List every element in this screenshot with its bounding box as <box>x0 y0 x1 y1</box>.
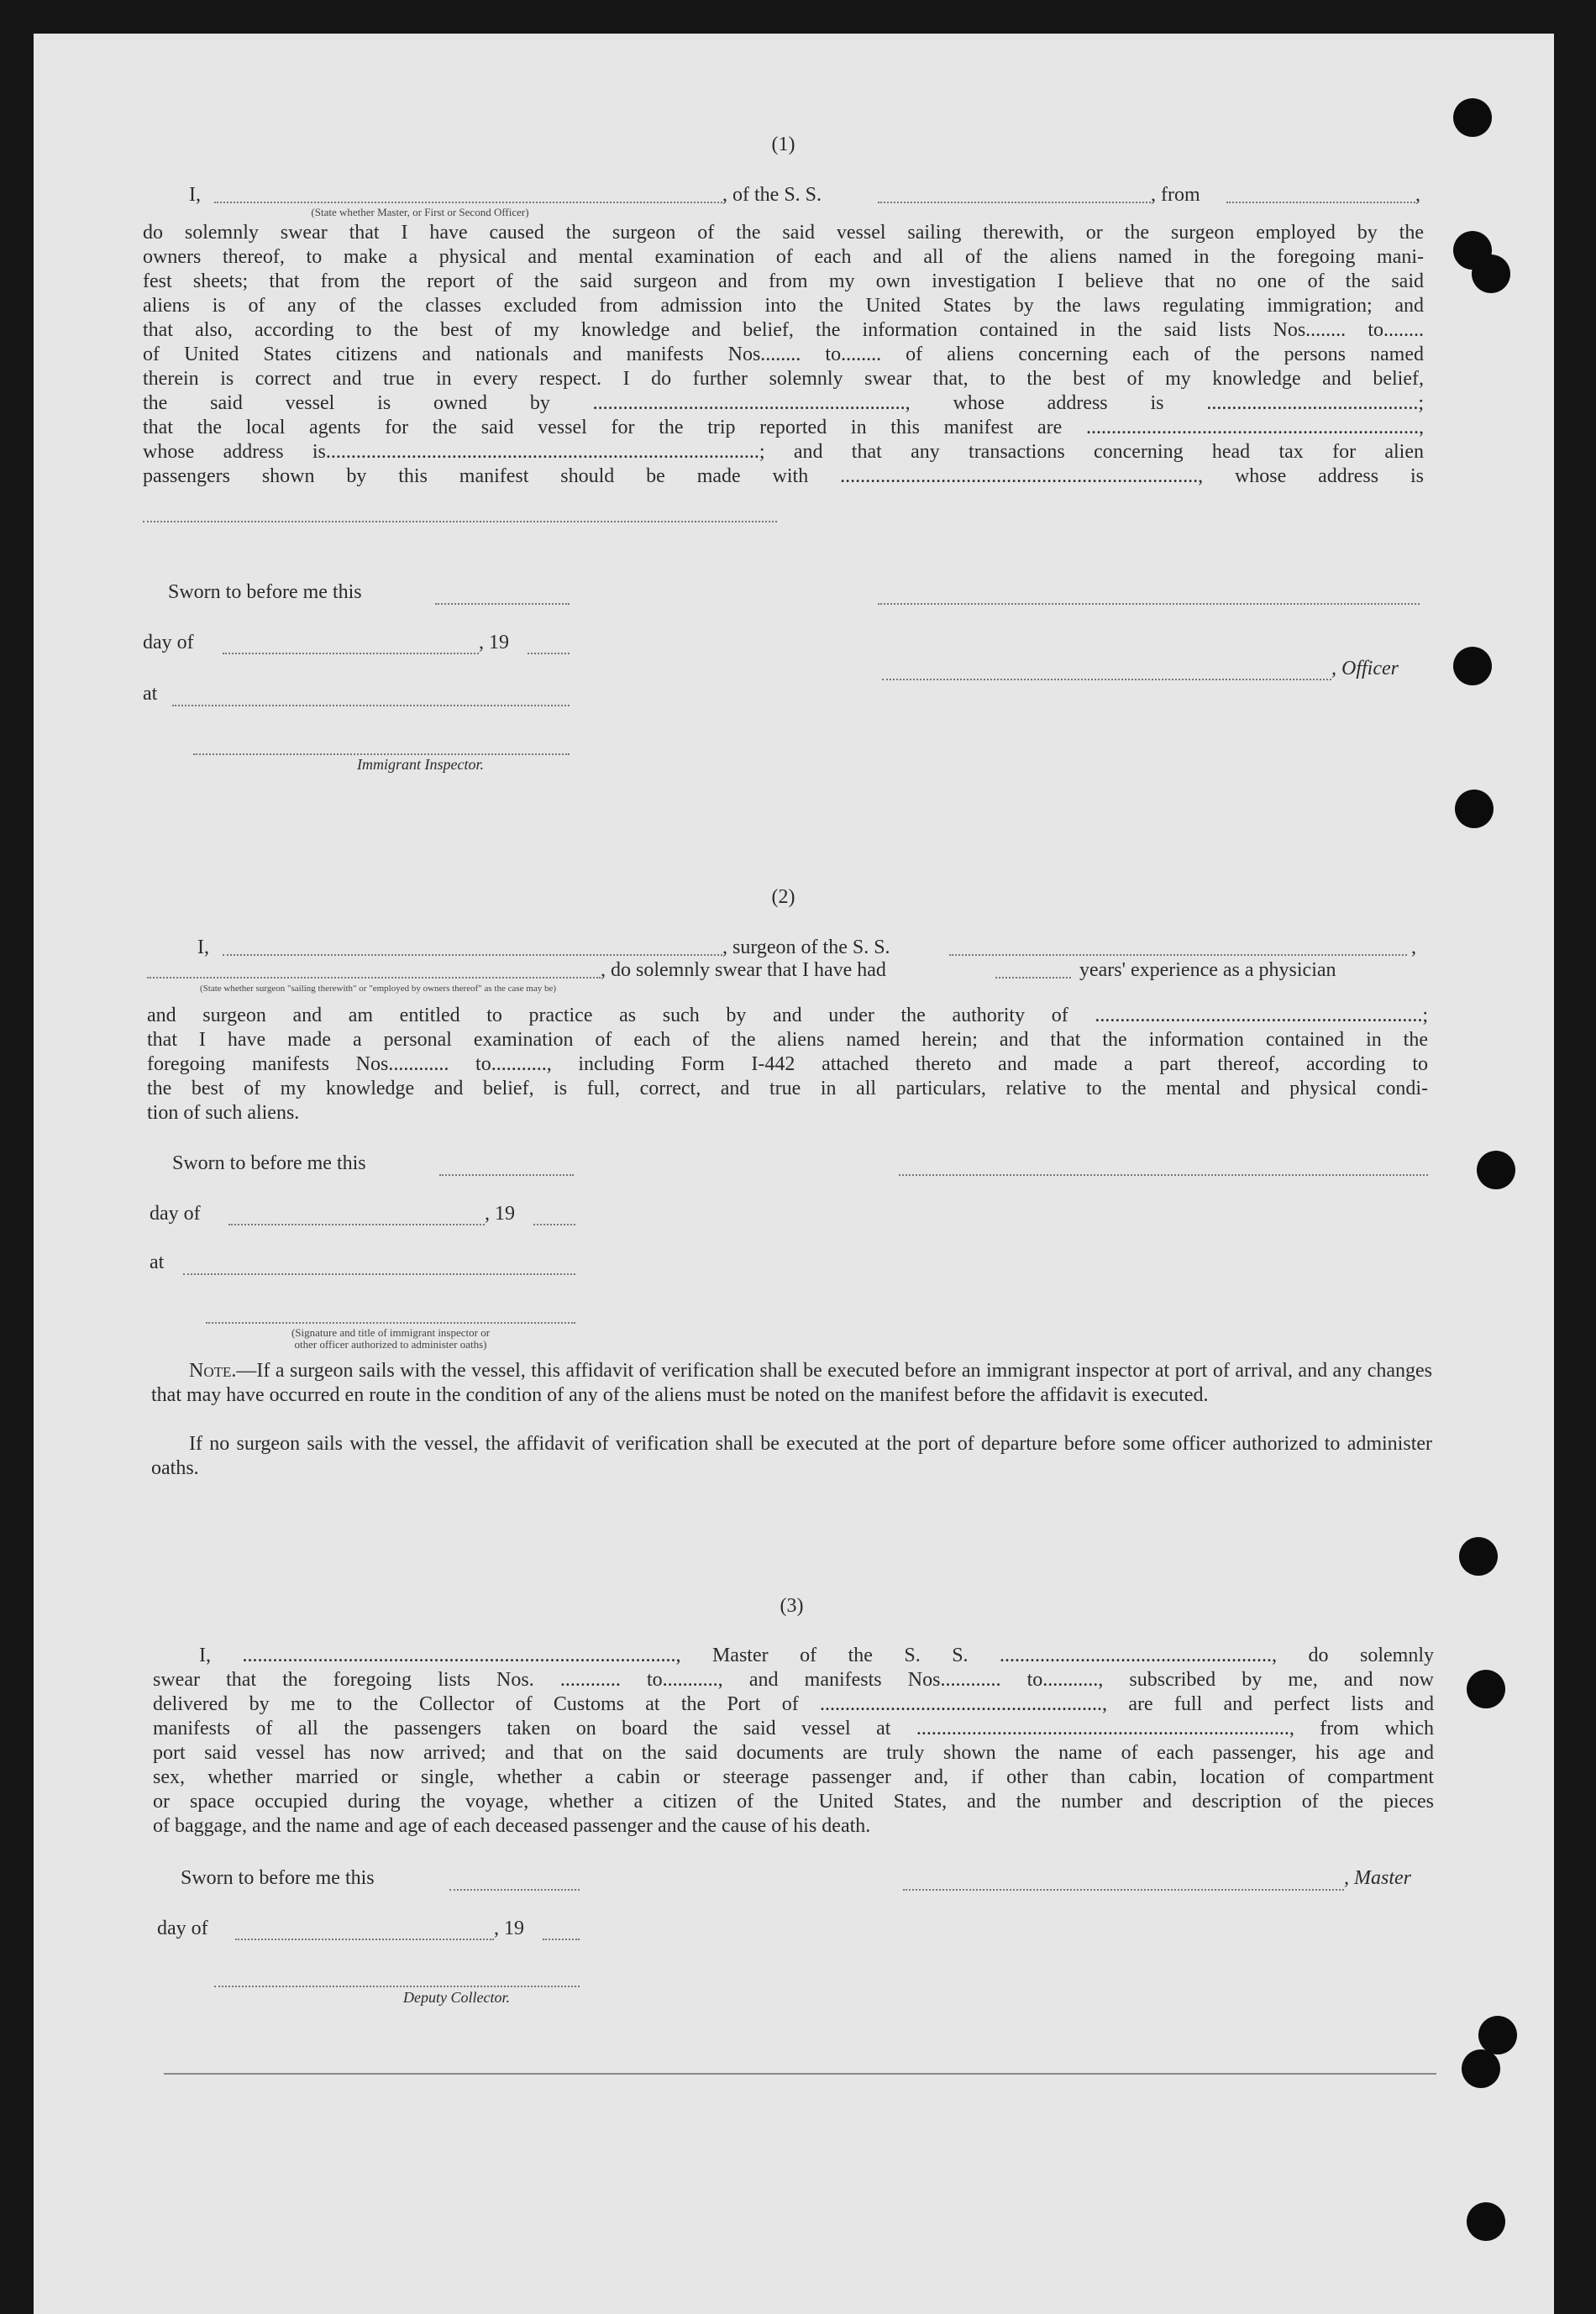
year-label-2: , 19 <box>485 1203 515 1225</box>
punch-hole <box>1467 2202 1505 2241</box>
section-3-number: (3) <box>780 1595 804 1617</box>
master-text: , Master <box>1344 1867 1411 1889</box>
year-blank-1[interactable] <box>528 651 570 654</box>
master-label <box>1344 1867 1411 1890</box>
section-2-number: (2) <box>771 886 795 908</box>
sig-caption-2: other officer authorized to administer oaths) <box>294 1338 487 1351</box>
year-label-3: , 19 <box>494 1918 524 1939</box>
body-line: foregoing manifests Nos............ to..........., including Form I-442 attached thereto and made a part thereof, according to <box>147 1053 1428 1075</box>
surgeon-vessel-blank[interactable] <box>949 939 1407 956</box>
body-line: of baggage, and the name and age of each deceased passenger and the cause of his death. <box>153 1815 871 1837</box>
day-of-blank-3[interactable] <box>235 1937 494 1940</box>
deputy-label: Deputy Collector. <box>403 1989 510 2006</box>
years-blank[interactable] <box>995 962 1071 979</box>
administering-officer-sig-blank[interactable] <box>206 1320 575 1324</box>
officer-caption: (State whether Master, or First or Second Officer) <box>311 206 529 218</box>
body-line: of United States citizens and nationals and manifests Nos........ to........ of aliens concerning each of the persons named <box>143 344 1424 365</box>
section-1-number: (1) <box>771 134 795 155</box>
body-line: swear that the foregoing lists Nos. ............ to..........., and manifests Nos............ to..........., subscribed by me, and now <box>153 1669 1434 1691</box>
day-of-label-2: day of <box>150 1203 201 1225</box>
surgeon-caption: (State whether surgeon "sailing therewith" or "employed by owners thereof" as the case may be) <box>199 984 556 994</box>
body-line: owners thereof, to make a physical and mental examination of each and all of the aliens named in the foregoing mani- <box>143 246 1424 268</box>
punch-hole <box>1453 98 1492 137</box>
body-line: or space occupied during the voyage, whether a citizen of the United States, and the number and description of the pieces <box>153 1791 1434 1813</box>
year-blank-3[interactable] <box>543 1937 580 1940</box>
section-2-line-2 <box>143 958 1424 983</box>
body-line: manifests of all the passengers taken on board the said vessel at .........................................................................., from which <box>153 1718 1434 1739</box>
day-of-blank-1[interactable] <box>223 651 479 654</box>
surgeon-pronoun: I, <box>197 937 209 958</box>
at-blank-1[interactable] <box>172 703 570 706</box>
officer-label <box>1331 658 1399 680</box>
body-line: and surgeon and am entitled to practice as such by and under the authority of .................................................................; <box>147 1005 1428 1026</box>
body-line: that also, according to the best of my knowledge and belief, the information contained in the said lists Nos........ to........ <box>143 319 1424 341</box>
punch-hole <box>1455 790 1494 828</box>
form-sheet <box>34 34 1554 2314</box>
sworn-date-blank-1[interactable] <box>435 601 570 605</box>
body-line: fest sheets; that from the report of the said surgeon and from my own investigation I believe that no one of the said <box>143 270 1424 292</box>
punch-hole <box>1472 254 1510 293</box>
body-line: sex, whether married or single, whether a cabin or steerage passenger and, if other than cabin, location of compartment <box>153 1766 1434 1788</box>
sworn-date-blank-3[interactable] <box>449 1887 580 1891</box>
body-line: aliens is of any of the classes excluded from admission into the United States by the laws regulating immigration; and <box>143 295 1424 317</box>
body-line: the best of my knowledge and belief, is full, correct, and true in all particulars, relative to the mental and physical condi- <box>147 1078 1428 1099</box>
body-line: port said vessel has now arrived; and that on the said documents are truly shown the name of each passenger, his age and <box>153 1742 1434 1764</box>
punch-hole <box>1478 2016 1517 2054</box>
section-2-line-1 <box>143 936 1424 960</box>
address-blank[interactable] <box>143 519 777 522</box>
note-text-2: If no surgeon sails with the vessel, the affidavit of verification shall be executed at the port of departure before some officer authorized to administer oaths. <box>151 1433 1432 1479</box>
officer-name-blank[interactable] <box>214 186 722 203</box>
day-of-label-3: day of <box>157 1918 208 1939</box>
vessel-label: , of the S. S. <box>722 184 822 206</box>
bottom-rule <box>164 2073 1436 2075</box>
section-3-body <box>153 1644 1434 1839</box>
surgeon-sig-blank[interactable] <box>899 1173 1428 1176</box>
punch-hole <box>1462 2049 1500 2088</box>
body-line: tion of such aliens. <box>147 1102 300 1124</box>
body-line: do solemnly swear that I have caused the surgeon of the said vessel sailing therewith, or the surgeon employed by the <box>143 222 1424 244</box>
surgeon-type-blank[interactable] <box>147 962 601 979</box>
departure-port-blank[interactable] <box>1226 186 1415 203</box>
body-line: that I have made a personal examination of each of the aliens named herein; and that the information contained in the <box>147 1029 1428 1051</box>
body-line: that the local agents for the said vessel for the trip reported in this manifest are .................................................................., <box>143 417 1424 438</box>
officer-text: , Officer <box>1331 658 1399 680</box>
section-1-body <box>143 221 1424 489</box>
note-label: Note. <box>189 1360 237 1382</box>
inspector-label: Immigrant Inspector. <box>357 756 484 773</box>
comma: , <box>1415 184 1420 206</box>
punch-hole <box>1467 1670 1505 1708</box>
at-label-1: at <box>143 683 158 705</box>
sworn-label-2: Sworn to before me this <box>172 1152 366 1174</box>
note-paragraph-2 <box>151 1432 1432 1481</box>
swear-experience-label: , do solemnly swear that I have had <box>601 959 886 981</box>
physician-label: years' experience as a physician <box>1079 959 1336 981</box>
body-line: I, ......................................................................................, Master of the S. S. ......................................................, do solemnly <box>199 1645 1434 1666</box>
note-paragraph <box>151 1359 1432 1408</box>
officer-sig-blank[interactable] <box>882 677 1331 680</box>
sworn-label-3: Sworn to before me this <box>181 1867 375 1889</box>
sworn-label-1: Sworn to before me this <box>168 581 362 603</box>
section-2-body <box>147 1004 1428 1126</box>
section-1-opening-line <box>143 183 1424 207</box>
note-text-1: —If a surgeon sails with the vessel, this affidavit of verification shall be executed before an immigrant inspector at port of arrival, and any changes that may have occurred en route in the condition of any of the aliens must be noted on the manifest before the affidavit is executed. <box>151 1360 1432 1406</box>
comma: , <box>1411 937 1416 958</box>
day-of-blank-2[interactable] <box>228 1222 485 1225</box>
at-label-2: at <box>150 1251 165 1273</box>
sworn-date-blank-2[interactable] <box>439 1173 574 1176</box>
punch-hole <box>1453 647 1492 685</box>
vessel-name-blank[interactable] <box>878 186 1151 203</box>
inspector-sig-blank[interactable] <box>193 752 570 755</box>
sig-caption-1: (Signature and title of immigrant inspector or <box>291 1326 491 1339</box>
body-line: passengers shown by this manifest should be made with ......................................................................., whose address is <box>143 465 1424 487</box>
body-line: whose address is......................................................................................; and that any transactions concerning head tax for alien <box>143 441 1424 463</box>
year-blank-2[interactable] <box>533 1222 575 1225</box>
day-of-label-1: day of <box>143 632 194 653</box>
body-line: the said vessel is owned by .............................................................., whose address is ..........................................; <box>143 392 1424 414</box>
punch-hole <box>1477 1151 1515 1189</box>
at-blank-2[interactable] <box>183 1272 575 1275</box>
year-label-1: , 19 <box>479 632 509 653</box>
deputy-sig-blank[interactable] <box>214 1984 580 1987</box>
officer-sig-top-blank[interactable] <box>878 601 1420 605</box>
body-line: delivered by me to the Collector of Customs at the Port of ........................................................, are full and perfect lists and <box>153 1693 1434 1715</box>
punch-hole <box>1459 1537 1498 1576</box>
opening-pronoun: I, <box>189 184 201 206</box>
surgeon-vessel-label: , surgeon of the S. S. <box>722 937 890 958</box>
body-line: therein is correct and true in every respect. I do further solemnly swear that, to the best of my knowledge and belief, <box>143 368 1424 390</box>
master-sig-blank[interactable] <box>903 1887 1344 1891</box>
surgeon-name-blank[interactable] <box>223 939 722 956</box>
from-label: , from <box>1151 184 1200 206</box>
